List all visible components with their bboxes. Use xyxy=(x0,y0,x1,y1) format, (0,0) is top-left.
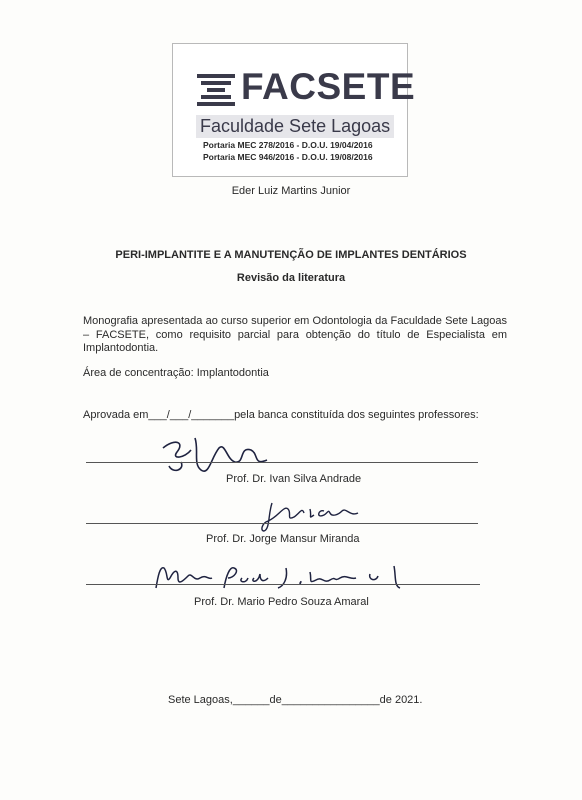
signature-2 xyxy=(258,495,368,535)
facsete-emblem-icon xyxy=(197,74,235,106)
professor-name-1: Prof. Dr. Ivan Silva Andrade xyxy=(226,473,362,485)
logo-subtitle: Faculdade Sete Lagoas xyxy=(196,115,394,138)
concentration-area: Área de concentração: Implantodontia xyxy=(83,367,269,379)
signature-line-2 xyxy=(86,523,478,524)
author-name: Eder Luiz Martins Junior xyxy=(231,185,351,197)
institution-logo xyxy=(172,43,416,177)
approval-statement: Aprovada em___/___/_______pela banca constituída dos seguintes professores: xyxy=(83,409,479,421)
signature-line-3 xyxy=(86,584,480,585)
logo-portaria-2: Portaria MEC 946/2016 - D.O.U. 19/08/2016 xyxy=(203,152,373,162)
document-title: PERI-IMPLANTITE E A MANUTENÇÃO DE IMPLANTES DENTÁRIOS xyxy=(115,249,467,261)
signature-line-1 xyxy=(86,462,478,463)
abstract-paragraph: Monografia apresentada ao curso superior em Odontologia da Faculdade Sete Lagoas – FACSETE, como requisito parcial para obtenção do título de Especialista em Implantodontia. xyxy=(83,315,507,354)
place-and-date: Sete Lagoas,______de________________de 2021. xyxy=(168,694,423,706)
professor-name-3: Prof. Dr. Mario Pedro Souza Amaral xyxy=(194,596,369,608)
logo-portaria-1: Portaria MEC 278/2016 - D.O.U. 19/04/2016 xyxy=(203,140,373,150)
professor-name-2: Prof. Dr. Jorge Mansur Miranda xyxy=(206,533,360,545)
document-subtitle: Revisão da literatura xyxy=(236,272,346,284)
logo-wordmark: FACSETE xyxy=(241,66,416,107)
signature-3 xyxy=(150,558,440,598)
